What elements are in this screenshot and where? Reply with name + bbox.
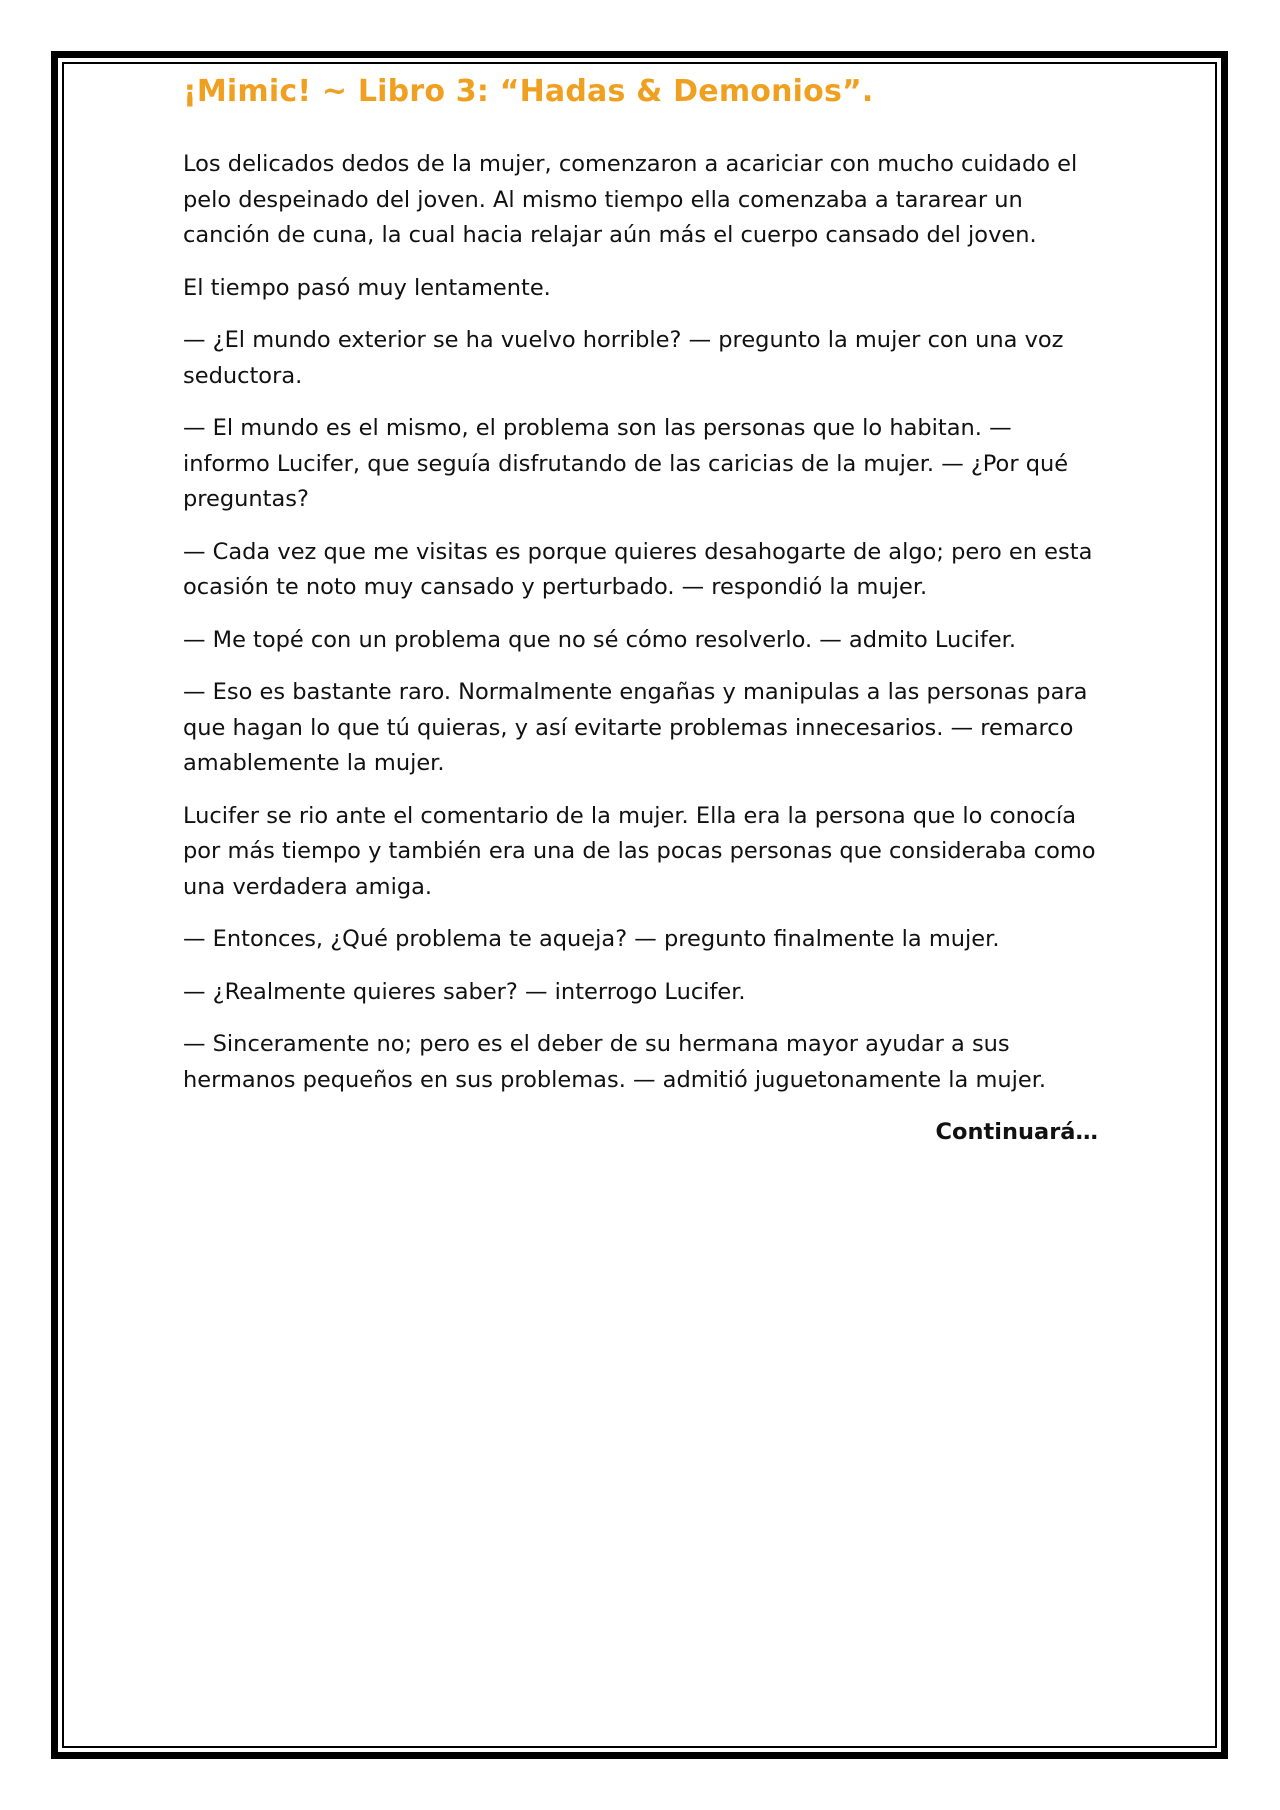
paragraph: — ¿Realmente quieres saber? — interrogo Lucifer. [183, 978, 746, 1005]
paragraph: — Me topé con un problema que no sé cómo resolverlo. — admito Lucifer. [183, 626, 1017, 653]
continued-label: Continuará… [935, 1119, 1098, 1145]
paragraph: Lucifer se rio ante el comentario de la mujer. Ella era la persona que lo conocía por más tiempo y también era una de las pocas personas que consideraba como una verdadera amiga. [183, 802, 1096, 900]
paragraph: — Eso es bastante raro. Normalmente engañas y manipulas a las personas para que hagan lo que tú quieras, y así evitarte problemas innecesarios. — remarco amablemente la mujer. [183, 679, 1088, 776]
paragraph: Los delicados dedos de la mujer, comenzaron a acariciar con mucho cuidado el pelo despeinado del joven. Al mismo tiempo ella comenzaba a tararear un canción de cuna, la cual hacia relajar aún más el cuerpo cansado del joven. [183, 151, 1078, 248]
paragraph: — Cada vez que me visitas es porque quieres desahogarte de algo; pero en esta ocasión te noto muy cansado y perturbado. — respondió la mujer. [183, 538, 1093, 600]
document-title: ¡Mimic! ~ Libro 3: “Hadas & Demonios”. [183, 74, 874, 109]
paragraph: — El mundo es el mismo, el problema son las personas que lo habitan. — informo Lucifer, que seguía disfrutando de las caricias de la mujer. — ¿Por qué preguntas? [183, 415, 1069, 512]
paragraph: — Sinceramente no; pero es el deber de su hermana mayor ayudar a sus hermanos pequeños en sus problemas. — admitió juguetonamente la mujer. [183, 1031, 1047, 1093]
paragraph: El tiempo pasó muy lentamente. [183, 274, 551, 301]
paragraph: — Entonces, ¿Qué problema te aqueja? — pregunto finalmente la mujer. [183, 926, 1000, 952]
paragraph: — ¿El mundo exterior se ha vuelvo horrible? — pregunto la mujer con una voz seductora. [183, 327, 1064, 389]
document-body [183, 72, 1098, 1151]
